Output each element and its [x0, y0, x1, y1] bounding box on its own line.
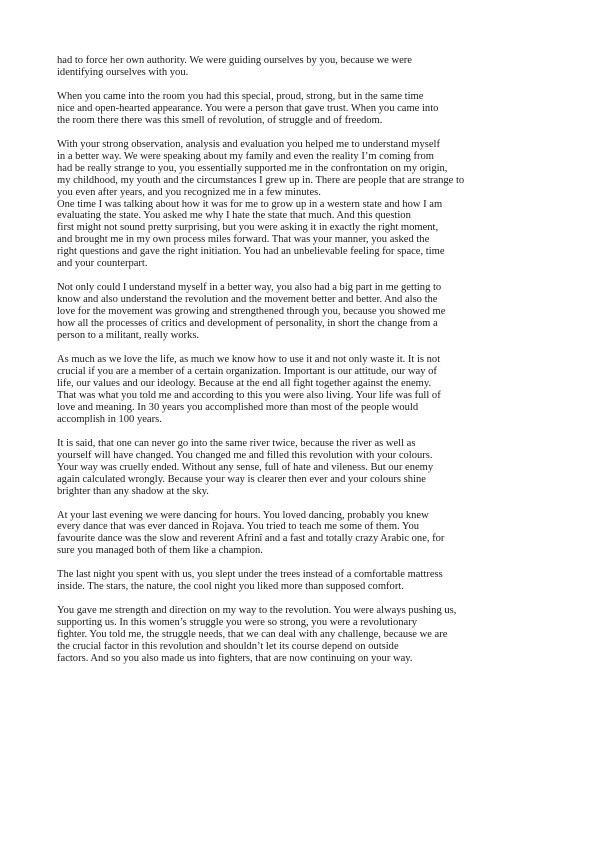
- text-line: factors. And so you also made us into fighters, that are now continuing on your way.: [57, 653, 413, 665]
- text-line: supporting us. In this women’s struggle you were so strong, you were a revolutionary: [57, 617, 417, 629]
- text-line: Not only could I understand myself in a better way, you also had a big part in me getting to: [57, 282, 442, 294]
- text-line: Your way was cruelly ended. Without any sense, full of hate and vileness. But our enemy: [57, 461, 434, 473]
- text-line: inside. The stars, the nature, the cool night you liked more than supposed comfort.: [57, 581, 404, 593]
- text-line: accomplish in 100 years.: [57, 413, 162, 425]
- text-line: first might not sound pretty surprising, but you were asking it in exactly the right moment,: [57, 222, 439, 234]
- text-line: With your strong observation, analysis and evaluation you helped me to understand myself: [57, 138, 440, 150]
- text-line: yourself will have changed. You changed me and filled this revolution with your colours.: [57, 449, 433, 461]
- text-line: you even after years, and you recognized me in a few minutes.: [57, 186, 321, 198]
- text-line: nice and open-hearted appearance. You were a person that gave trust. When you came into: [57, 102, 439, 114]
- text-line: brighter than any shadow at the sky.: [57, 485, 209, 497]
- paragraph-7: [57, 438, 527, 498]
- text-line: in a better way. We were speaking about my family and even the reality I’m coming from: [57, 150, 434, 162]
- text-line: evaluating the state. You asked me why I hate the state that much. And this question: [57, 210, 411, 222]
- text-line: The last night you spent with us, you slept under the trees instead of a comfortable mattress: [57, 569, 443, 581]
- text-line: person to a militant, really works.: [57, 330, 200, 342]
- paragraph-9: [57, 569, 527, 593]
- paragraph-4: [57, 199, 527, 271]
- text-line: again calculated wrongly. Because your way is clearer then ever and your colours shine: [57, 473, 426, 485]
- text-line: had to force her own authority. We were guiding ourselves by you, because we were: [57, 55, 412, 66]
- text-line: fighter. You told me, the struggle needs, that we can deal with any challenge, because we are: [57, 629, 448, 641]
- text-line: right questions and gave the right initiation. You had an unbelievable feeling for space, time: [57, 246, 445, 258]
- paragraph-10: [57, 605, 527, 665]
- text-line: and your counterpart.: [57, 258, 148, 270]
- text-line: It is said, that one can never go into the same river twice, because the river as well as: [57, 437, 416, 449]
- text-line: As much as we love the life, as much we know how to use it and not only waste it. It is not: [57, 354, 441, 366]
- text-line: my childhood, my youth and the circumstances I grew up in. There are people that are strange to: [57, 174, 465, 186]
- text-line: You gave me strength and direction on my way to the revolution. You were always pushing us,: [57, 605, 457, 617]
- text-line: know and also understand the revolution and the movement better and better. And also the: [57, 294, 438, 306]
- text-line: the room there there was this smell of revolution, of struggle and of freedom.: [57, 114, 383, 126]
- paragraph-2: [57, 91, 527, 127]
- text-line: favourite dance was the slow and reverent Afrinî and a fast and totally crazy Arabic one, for: [57, 533, 445, 545]
- text-line: That was what you told me and according to this you were also living. Your life was full of: [57, 389, 441, 401]
- paragraph-1: [57, 55, 527, 79]
- text-line: life, our values and our ideology. Because at the end all fight together against the enemy.: [57, 377, 432, 389]
- text-line: every dance that was ever danced in Rojava. You tried to teach me some of them. You: [57, 521, 420, 533]
- text-line: love and meaning. In 30 years you accomplished more than most of the people would: [57, 401, 419, 413]
- text-line: At your last evening we were dancing for hours. You loved dancing, probably you knew: [57, 509, 429, 521]
- paragraph-8: [57, 510, 527, 558]
- text-line: identifying ourselves with you.: [57, 66, 189, 78]
- body-text: [57, 55, 527, 677]
- text-line: how all the processes of critics and development of personality, in short the change from a: [57, 318, 438, 330]
- text-line: and brought me in my own process miles forward. That was your manner, you asked the: [57, 234, 430, 246]
- text-line: crucial if you are a member of a certain organization. Important is our attitude, our way of: [57, 365, 437, 377]
- paragraph-6: [57, 354, 527, 426]
- text-line: When you came into the room you had this special, proud, strong, but in the same time: [57, 90, 424, 102]
- text-line: had be really strange to you, you essentially supported me in the confrontation on my origin,: [57, 162, 448, 174]
- paragraph-5: [57, 282, 527, 342]
- text-line: One time I was talking about how it was for me to grow up in a western state and how I am: [57, 198, 443, 210]
- text-line: love for the movement was growing and strengthened through you, because you showed me: [57, 306, 446, 318]
- paragraph-3: [57, 139, 527, 199]
- text-line: sure you managed both of them like a champion.: [57, 545, 263, 557]
- text-line: the crucial factor in this revolution and shouldn’t let its course depend on outside: [57, 641, 399, 653]
